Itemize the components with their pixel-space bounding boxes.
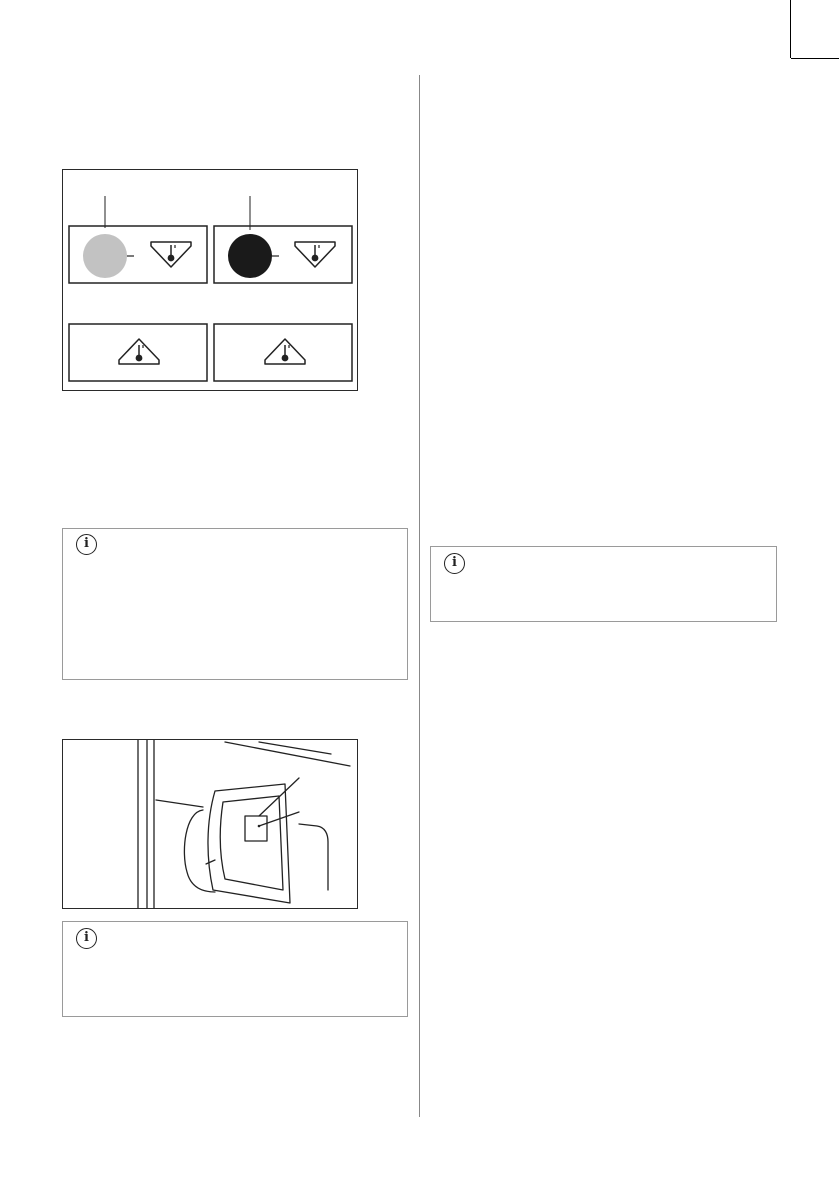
filter-compartment-figure — [62, 739, 358, 909]
temperature-down-icon — [295, 242, 335, 267]
control-panel-figure — [62, 169, 358, 391]
column-divider — [419, 75, 420, 1117]
crop-mark-horizontal — [791, 58, 839, 59]
info-note-1 — [62, 528, 408, 680]
crop-mark-vertical — [790, 0, 791, 58]
info-note-2 — [62, 921, 408, 1017]
info-icon: i — [76, 534, 97, 555]
indicator-light-grey — [83, 234, 127, 278]
info-note-3 — [430, 546, 777, 622]
info-icon: i — [444, 553, 465, 574]
temperature-up-icon — [119, 339, 159, 364]
temperature-up-icon — [265, 339, 305, 364]
panel-bottom-left — [69, 324, 207, 381]
panel-bottom-right — [214, 324, 352, 381]
indicator-dark — [228, 234, 272, 278]
temperature-down-icon — [151, 242, 191, 267]
info-icon: i — [76, 928, 97, 949]
